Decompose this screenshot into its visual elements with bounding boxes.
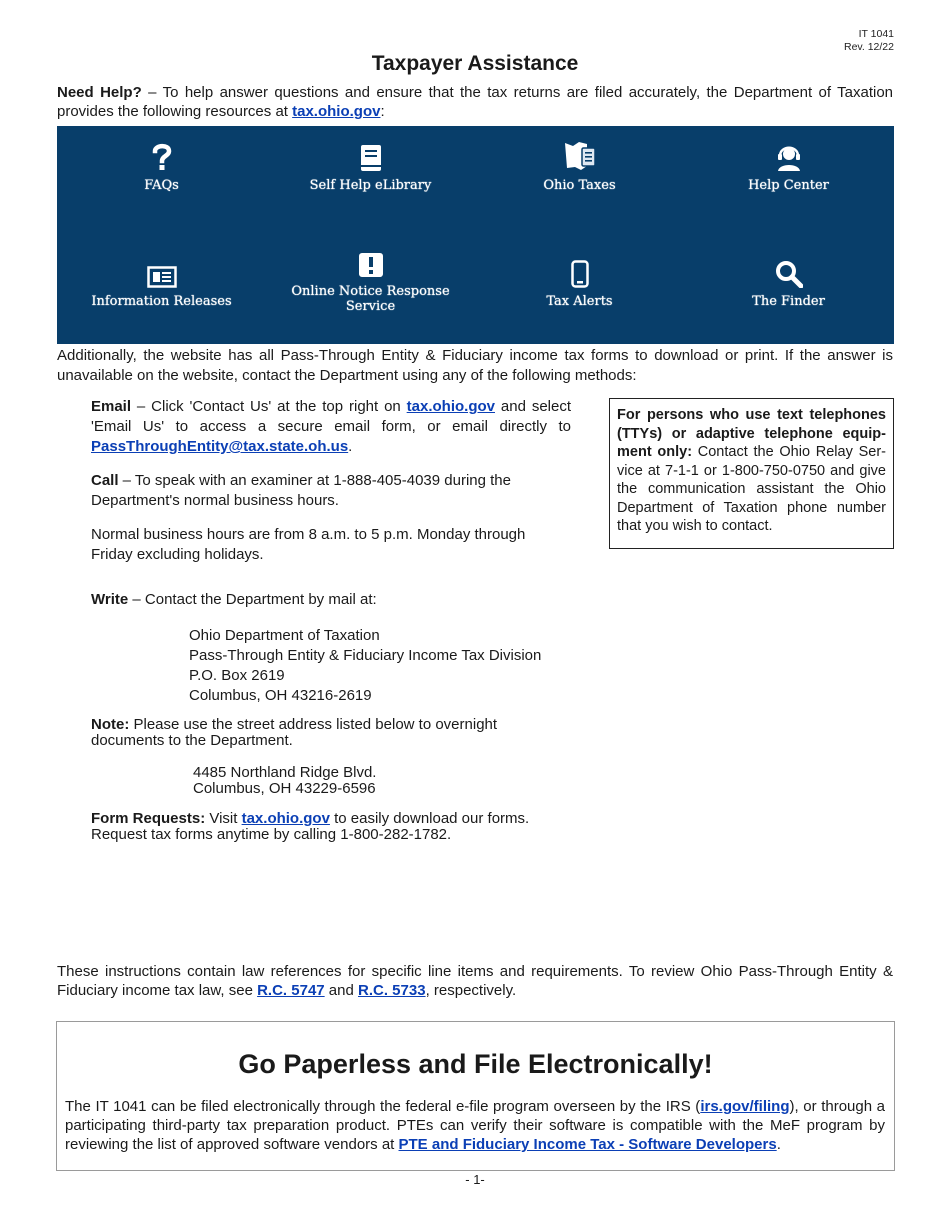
newspaper-icon [147,254,177,288]
need-help-lead: Need Help? [57,84,142,101]
search-icon [775,254,803,288]
call-label: Call [91,472,119,489]
tile-the-finder[interactable] [684,254,893,354]
additional-paragraph: Additionally, the website has all Pass-Through Entity & Fiduciary income tax forms to download or print. If the answer is unavailable on the website, contact the Department using any of the following methods: [57,347,893,384]
tty-lead: For persons who use text telephones (TTYs) or adaptive telephone equipment only: [617,407,886,460]
exclamation-icon [358,244,384,278]
form-number: IT 1041 [858,28,894,40]
irs-filing-link[interactable]: irs.gov/filing [700,1098,790,1115]
law-references: These instructions contain law references for specific line items and requirements. To review Ohio Pass-Through Entity & Fiduciary income tax law, see R.C. 5747 and R.C. 5733, respectively. [57,963,893,999]
form-requests-label: Form Requests: [91,810,206,827]
tile-label: Help Center [748,178,829,193]
address-line: P.O. Box 2619 [189,667,285,684]
tile-tax-alerts[interactable] [475,254,684,354]
note-label: Note: [91,716,130,733]
write-label: Write [91,591,129,608]
address-line: Ohio Department of Taxation [189,627,380,644]
ohio-map-icon [563,138,597,172]
page-title: Taxpayer Assistance [371,52,579,75]
page-number: - 1- [465,1172,485,1187]
email-label: Email [91,398,132,415]
write-method: Write – Contact the Department by mail at: [91,591,377,608]
software-developers-link[interactable]: PTE and Fiduciary Income Tax - Software Developers [398,1136,777,1153]
mobile-icon [571,254,589,288]
business-hours: Normal business hours are from 8 a.m. to 5 p.m. Monday through Friday excluding holidays. [91,526,526,563]
tile-information-releases[interactable] [57,254,266,354]
address-line: 4485 Northland Ridge Blvd. [193,764,377,781]
form-identifier [844,28,894,54]
tile-label: The Finder [752,294,825,309]
rc-5733-link[interactable]: R.C. 5733 [358,982,426,999]
headset-icon [776,138,802,172]
tax-ohio-gov-link[interactable]: tax.ohio.gov [241,810,330,827]
address-line: Columbus, OH 43229-6596 [193,780,376,797]
tile-label: Tax Alerts [546,294,613,309]
form-revision: Rev. 12/22 [843,41,894,53]
address-line: Columbus, OH 43216-2619 [189,687,372,704]
street-address [193,765,376,797]
tile-label: FAQs [144,178,179,193]
tile-label: Information Releases [91,294,232,309]
question-icon [151,138,173,172]
paperless-body: The IT 1041 can be filed electronically through the federal e-file program overseen by the IRS (irs.gov/filing), or through a participating third-party tax preparation product. PTEs can verify their software is compatible with the MeF program by reviewing the list of approved software vendors at PTE and Fiduciary Income Tax - Software Developers. [65,1098,886,1153]
email-address-link[interactable]: PassThroughEntity@tax.state.oh.us [91,438,349,455]
tax-ohio-gov-link[interactable]: tax.ohio.gov [406,398,495,415]
rc-5747-link[interactable]: R.C. 5747 [257,982,325,999]
tile-self-help-elibrary[interactable] [266,138,475,238]
tax-ohio-gov-link[interactable]: tax.ohio.gov [292,103,381,120]
book-icon [360,138,382,172]
tile-label: Ohio Taxes [543,178,616,193]
tile-online-notice-response-service[interactable] [266,244,475,344]
tty-info-box: For persons who use text telephones (TTYs) or adaptive telephone equipment only: Contact the Ohio Relay Service at 7-1-1 or 1-800-750-0750 and give the communication assistant the Ohio Department of Taxation phone number that you wish to contact. [609,398,894,549]
tile-label: Self Help eLibrary [309,178,432,193]
resources-banner [57,126,894,344]
intro-paragraph: Need Help? – To help answer questions and ensure that the tax returns are filed accurately, the Department of Taxation provides the following resources at tax.ohio.gov: [57,84,894,120]
paperless-title: Go Paperless and File Electronically! [238,1049,713,1079]
form-requests: Form Requests: Visit tax.ohio.gov to easily download our forms. Request tax forms anytime by calling 1-800-282-1782. [91,810,530,843]
tile-ohio-taxes[interactable] [475,138,684,238]
tile-help-center[interactable] [684,138,893,238]
overnight-note: Note: Please use the street address listed below to overnight documents to the Department. [91,716,498,749]
call-method: Call – To speak with an examiner at 1-888-405-4039 during the Department's normal business hours. [91,472,511,509]
tile-label: Online Notice Response Service [291,284,450,314]
address-line: Pass-Through Entity & Fiduciary Income Tax Division [189,647,542,664]
go-paperless-box [56,1021,895,1171]
mailing-address [189,626,541,706]
email-method: Email – Click 'Contact Us' at the top right on tax.ohio.gov and select 'Email Us' to access a secure email form, or email directly to PassThroughEntity@tax.state.oh.us. [91,398,571,455]
tile-faqs[interactable] [57,138,266,238]
